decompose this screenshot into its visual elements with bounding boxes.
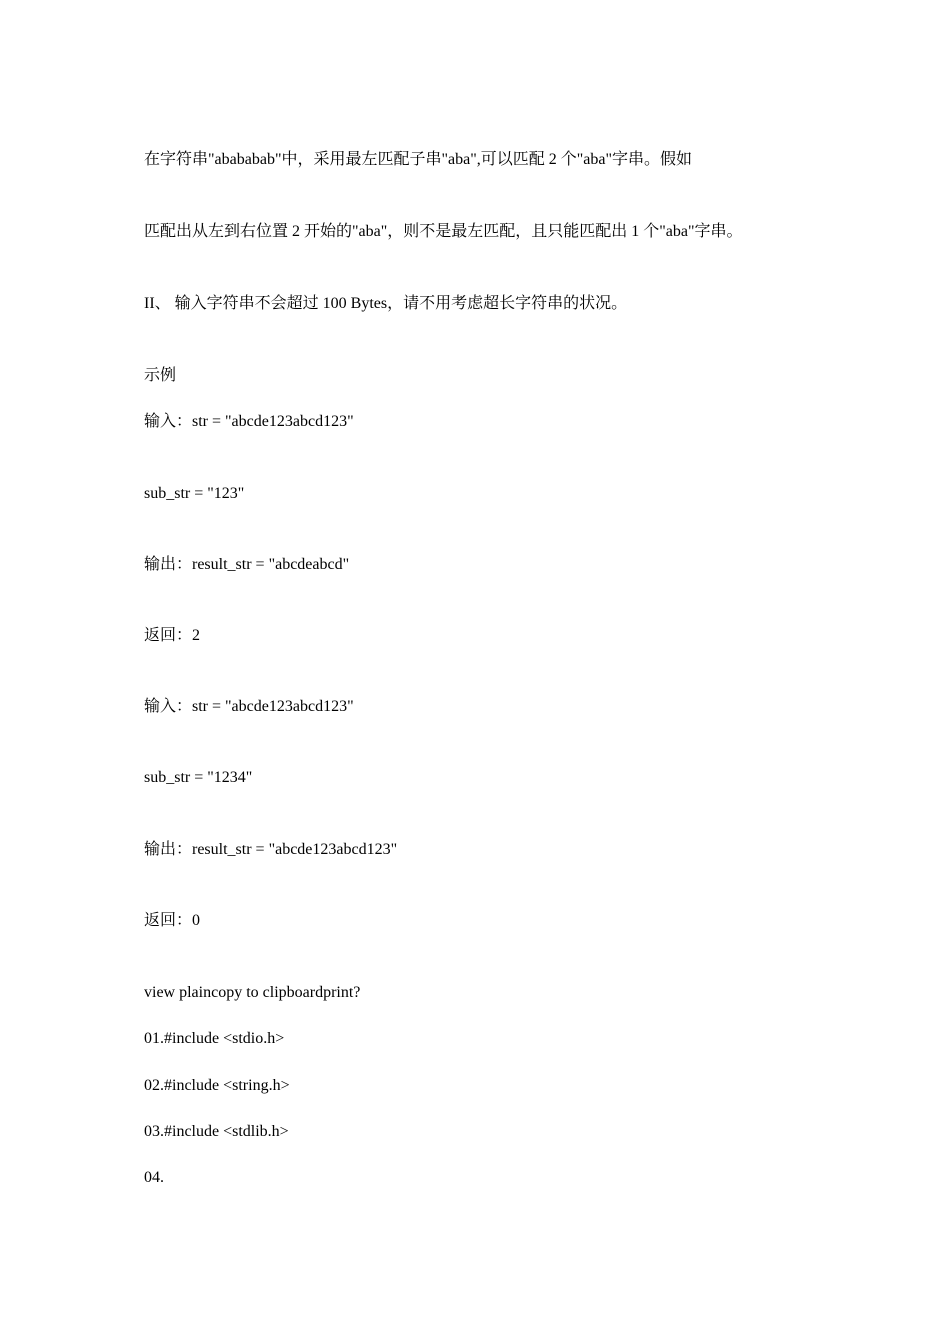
example1-return: 返回：2 bbox=[144, 627, 201, 644]
code-line-02: 02.#include <string.h> bbox=[144, 1077, 290, 1094]
paragraph-input-limit-note: II、 输入字符串不会超过 100 Bytes，请不用考虑超长字符串的状况。 bbox=[144, 295, 628, 312]
code-line-03: 03.#include <stdlib.h> bbox=[144, 1123, 289, 1140]
paragraph-left-match-example: 在字符串"abababab"中，采用最左匹配子串"aba",可以匹配 2 个"aba"字串。假如 bbox=[144, 151, 693, 168]
example1-sub-str: sub_str = "123" bbox=[144, 485, 245, 502]
example1-output: 输出：result_str = "abcdeabcd" bbox=[144, 556, 350, 573]
example2-return: 返回：0 bbox=[144, 912, 201, 929]
code-toolbar-text: view plaincopy to clipboardprint? bbox=[144, 984, 361, 1001]
code-line-04: 04. bbox=[144, 1169, 164, 1186]
section-heading-example: 示例 bbox=[144, 367, 177, 384]
example2-output: 输出：result_str = "abcde123abcd123" bbox=[144, 841, 398, 858]
example1-input-str: 输入：str = "abcde123abcd123" bbox=[144, 413, 354, 430]
paragraph-left-match-continued: 匹配出从左到右位置 2 开始的"aba"，则不是最左匹配，且只能匹配出 1 个"aba"字串。 bbox=[144, 223, 743, 240]
example2-input-str: 输入：str = "abcde123abcd123" bbox=[144, 698, 354, 715]
example2-sub-str: sub_str = "1234" bbox=[144, 769, 253, 786]
code-line-01: 01.#include <stdio.h> bbox=[144, 1030, 285, 1047]
